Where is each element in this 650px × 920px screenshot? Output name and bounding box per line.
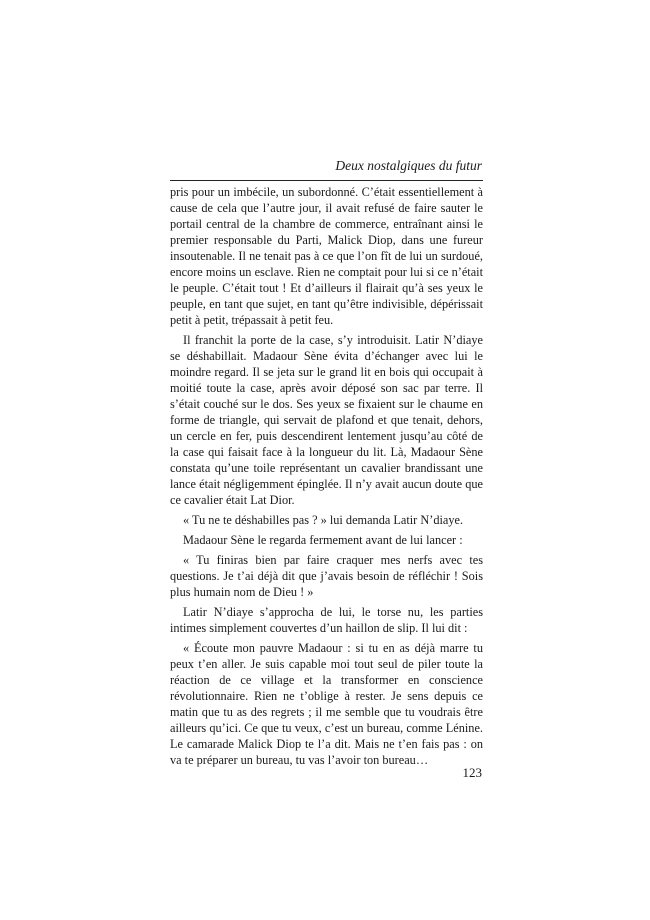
paragraph: « Écoute mon pauvre Madaour : si tu en as déjà marre tu peux t’en aller. Je suis capable moi tout seul de piler toute la réaction de ce village et la transformer en conscience révolutionnaire. Rien ne t’oblige à rester. Je sens depuis ce matin que tu as des regrets ; il me semble que tu voudrais être ailleurs qu’ici. Ce que tu veux, c’est un bureau, comme Lénine. Le camarade Malick Diop te l’a dit. Mais ne t’en fais pas : on va te préparer un bureau, tu vas l’avoir ton bureau… [170,641,483,767]
paragraph: Latir N’diaye s’approcha de lui, le torse nu, les parties intimes simplement couvertes d’un haillon de slip. Il lui dit : [170,605,483,635]
running-head: Deux nostalgiques du futur [335,158,482,173]
paragraph: « Tu finiras bien par faire craquer mes nerfs avec tes questions. Je t’ai déjà dit que j’avais besoin de réfléchir ! Sois plus humain nom de Dieu ! » [170,553,483,599]
paragraph: « Tu ne te déshabilles pas ? » lui demanda Latir N’diaye. [183,513,464,527]
paragraph: Madaour Sène le regarda fermement avant de lui lancer : [183,533,463,547]
page-number: 123 [462,765,482,780]
paragraph: Il franchit la porte de la case, s’y introduisit. Latir N’diaye se déshabillait. Madaour Sène évita d’échanger avec lui le moindre regard. Il se jeta sur le grand lit en bois qui occupait à moitié toute la case, après avoir déposé son sac par terre. Il s’était couché sur le dos. Ses yeux se fixaient sur le chaume en forme de triangle, qui servait de plafond et que tenait, dehors, un cercle en fer, puis descendirent lentement jusqu’au côté de la case qui faisait face à la longueur du lit. Là, Madaour Sène constata qu’une toile représentant un cavalier brandissant une lance était négligemment épinglée. Il n’y avait aucun doute que ce cavalier était Lat Dior. [170,333,483,507]
body-text [170,184,483,772]
paragraph: pris pour un imbécile, un subordonné. C’était essentiellement à cause de cela que l’autre jour, il avait refusé de faire sauter le portail central de la chambre de commerce, entraînant ainsi le premier responsable du Parti, Malick Diop, dans une fureur insoutenable. Il ne tenait pas à ce que l’on fît de lui un surdoué, encore moins un esclave. Rien ne comptait pour lui si ce n’était le peuple. C’était tout ! Et d’ailleurs il flairait qu’à ses yeux le peuple, en tant que sujet, en tant qu’être indivisible, dépérissait petit à petit, trépassait à petit feu. [170,185,483,327]
header-rule [170,180,483,181]
